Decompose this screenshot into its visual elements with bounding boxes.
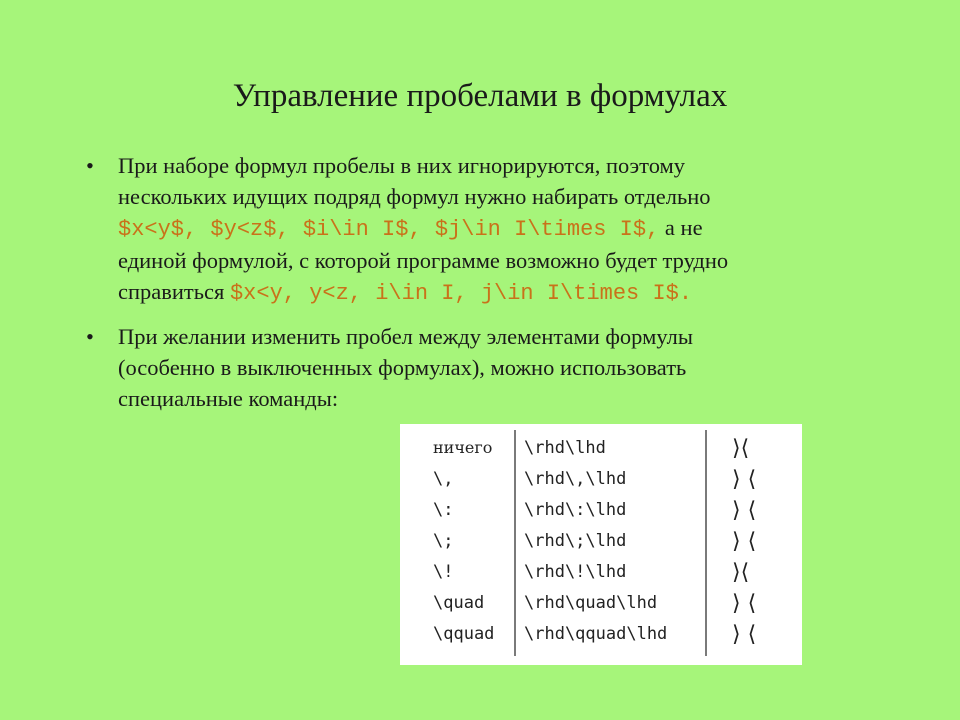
table-cell-output: ⟩ ⟨ [732, 467, 757, 492]
table-cell-command: \! [433, 562, 454, 582]
bullet1-line2: нескольких идущих подряд формул нужно набирать отдельно [118, 184, 711, 209]
table-row [433, 467, 756, 492]
formula-code-inline: $x<y$, $y<z$, $i\in I$, $j\in I\times I$, [118, 217, 660, 242]
table-cell-output: ⟩⟨ [732, 436, 750, 461]
bullet-dot: • [86, 153, 94, 178]
table-cell-input: \rhd\;\lhd [524, 531, 627, 551]
table-row [433, 436, 749, 461]
bullet1-line5 [118, 276, 866, 309]
bullet-item-2 [86, 321, 866, 414]
bullet1-line1: При наборе формул пробелы в них игнорируются, поэтому [118, 153, 686, 178]
formula-code-combined: $x<y, y<z, i\in I, j\in I\times I$. [229, 281, 693, 306]
table-cell-command: ничего [433, 438, 493, 457]
bullet-item-1 [86, 150, 866, 309]
table-cell-output: ⟩ ⟨ [732, 591, 757, 616]
bullet1-line4: единой формулой, с которой программе возможно будет трудно [118, 248, 729, 273]
bullet-list [86, 150, 866, 414]
table-cell-input: \rhd\quad\lhd [524, 593, 658, 613]
table-cell-input: \rhd\:\lhd [524, 500, 627, 520]
bullet1-line3 [118, 212, 866, 245]
bullet-dot: • [86, 324, 94, 349]
table-cell-command: \: [433, 500, 454, 520]
spacing-commands-table [400, 424, 802, 665]
table-cell-command: \quad [433, 593, 485, 613]
table-cell-command: \, [433, 469, 454, 489]
bullet2-line2: (особенно в выключенных формулах), можно использовать [118, 355, 687, 380]
table-cell-output: ⟩⟨ [732, 560, 750, 585]
table-row [433, 591, 756, 616]
slide-title: Управление пробелами в формулах [232, 78, 728, 114]
table-cell-input: \rhd\lhd [524, 438, 606, 458]
table-cell-output: ⟩ ⟨ [732, 529, 757, 554]
table-cell-output: ⟩ ⟨ [732, 498, 757, 523]
table-row [433, 622, 756, 647]
table-cell-command: \; [433, 531, 454, 551]
table-cell-input: \rhd\,\lhd [524, 469, 627, 489]
table-cell-input: \rhd\!\lhd [524, 562, 627, 582]
bullet2-line1: При желании изменить пробел между элементами формулы [118, 324, 693, 349]
spacing-table-svg [400, 424, 802, 665]
bullet2-line3: специальные команды: [118, 386, 339, 411]
table-cell-command: \qquad [433, 624, 495, 644]
table-row [433, 529, 756, 554]
table-cell-output: ⟩ ⟨ [732, 622, 757, 647]
table-cell-input: \rhd\qquad\lhd [524, 624, 668, 644]
bullet1-line3-text: а не [659, 215, 703, 240]
table-row [433, 498, 756, 523]
bullet1-line5-text: справиться [118, 279, 230, 304]
table-row [433, 560, 749, 585]
